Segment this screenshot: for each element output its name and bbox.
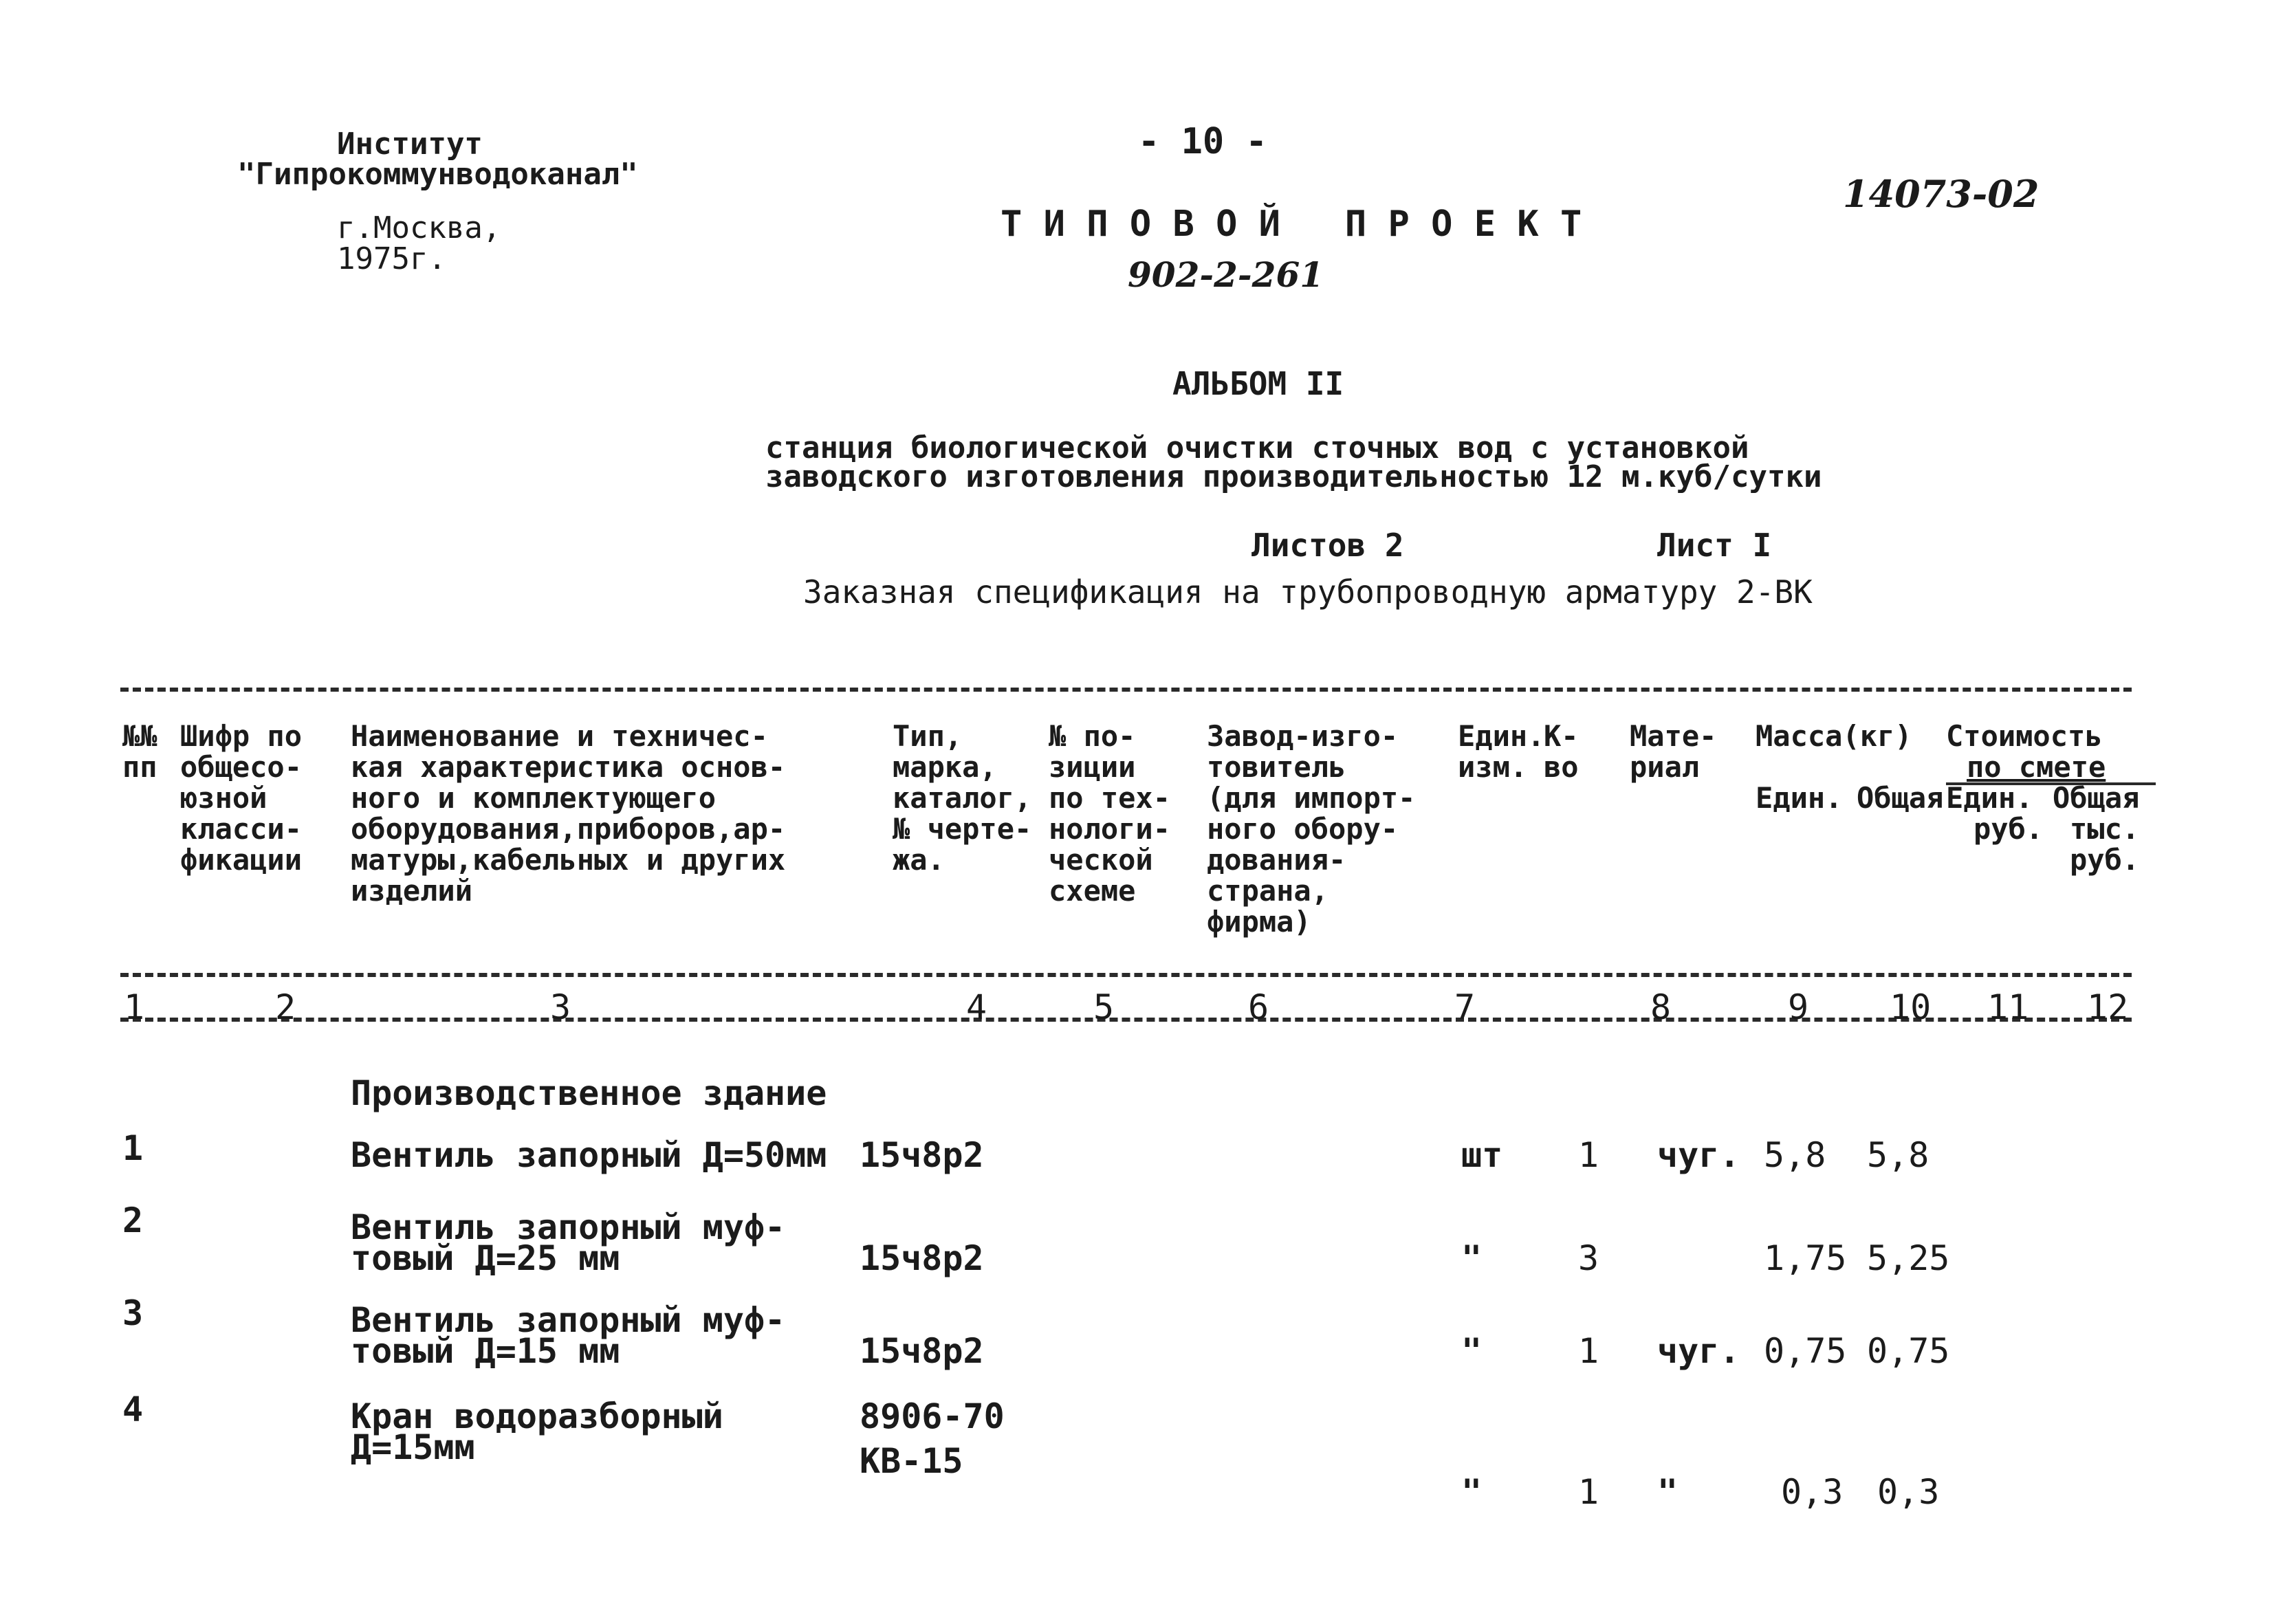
row-name-line: Кран водоразборный xyxy=(351,1396,723,1436)
row-name-line: товый Д=15 мм xyxy=(351,1331,620,1371)
column-number: 9 xyxy=(1788,987,1809,1027)
column-header-6-line: фирма) xyxy=(1207,905,1311,939)
row-name-line: Вентиль запорный Д=50мм xyxy=(351,1135,827,1175)
row-mass-unit: 0,3 xyxy=(1781,1472,1844,1512)
column-number: 7 xyxy=(1454,987,1476,1027)
cost-header: Стоимость xyxy=(1946,719,2103,753)
column-header-4-line: жа. xyxy=(893,843,945,877)
row-name-line: Д=15мм xyxy=(351,1427,475,1467)
row-material: чуг. xyxy=(1657,1331,1740,1371)
header-bottom-rule xyxy=(120,973,2132,977)
cost-total-line: Общая xyxy=(2053,781,2140,815)
column-header-6-line: (для импорт- xyxy=(1207,781,1416,815)
column-header-3-line: матуры,кабельных и других xyxy=(351,843,786,877)
row-type-line: 15ч8р2 xyxy=(860,1135,984,1175)
row-material: чуг. xyxy=(1657,1135,1740,1175)
column-header-1-line: пп xyxy=(122,750,157,784)
cost-total-line: руб. xyxy=(2070,843,2140,877)
row-mass-total: 0,3 xyxy=(1877,1472,1940,1512)
column-header-7-line: изм. xyxy=(1458,750,1528,784)
column-header-4-line: Тип, xyxy=(893,719,963,753)
row-unit: шт xyxy=(1461,1135,1503,1175)
column-header-5-line: зиции xyxy=(1049,750,1136,784)
row-type-line: 15ч8р2 xyxy=(860,1238,984,1278)
column-header-5-line: нологи- xyxy=(1049,812,1171,846)
column-number: 12 xyxy=(2087,987,2129,1027)
column-header-1-line: №№ xyxy=(122,719,157,753)
column-header-6-line: дования- xyxy=(1207,843,1346,877)
row-quantity: 1 xyxy=(1578,1331,1599,1371)
column-header-8-line: во xyxy=(1544,750,1579,784)
album-description-line1: станция биологической очистки сточных вод с установкой xyxy=(765,430,1749,465)
year: 1975г. xyxy=(337,241,446,276)
row-type-line: 8906-70 xyxy=(860,1396,1005,1436)
column-header-3-line: Наименование и техничес- xyxy=(351,719,768,753)
column-header-2-line: фикации xyxy=(180,843,303,877)
row-name-line: Вентиль запорный муф- xyxy=(351,1207,786,1247)
spec-title: Заказная спецификация на трубопроводную арматуру 2-ВК xyxy=(803,573,1813,611)
row-unit: " xyxy=(1461,1472,1483,1512)
column-header-3-line: изделий xyxy=(351,874,473,908)
cost-subheader: по смете xyxy=(1967,750,2106,784)
row-name-line: товый Д=25 мм xyxy=(351,1238,620,1278)
row-type-line: КВ-15 xyxy=(860,1441,963,1481)
column-header-4-line: № черте- xyxy=(893,812,1032,846)
city: г.Москва, xyxy=(337,210,501,245)
column-header-6-line: ного обору- xyxy=(1207,812,1399,846)
institute-name: "Гипрокоммунводоканал" xyxy=(237,157,638,192)
project-type: Т И П О В О Й П Р О Е К Т xyxy=(1001,204,1582,245)
mass-total-header: Общая xyxy=(1857,781,1944,815)
column-number: 5 xyxy=(1093,987,1115,1027)
cost-total-line: тыс. xyxy=(2070,812,2140,846)
column-number-rule xyxy=(120,1018,2132,1022)
album-description-line2: заводского изготовления производительностью 12 м.куб/сутки xyxy=(765,459,1822,494)
project-code: 902-2-261 xyxy=(1128,254,1324,295)
column-header-5-line: ческой xyxy=(1049,843,1153,877)
row-number: 1 xyxy=(122,1128,144,1168)
column-number: 4 xyxy=(966,987,987,1027)
column-header-6-line: Завод-изго- xyxy=(1207,719,1399,753)
row-quantity: 1 xyxy=(1578,1135,1599,1175)
row-mass-total: 5,8 xyxy=(1867,1135,1929,1175)
sheets-total: Листов 2 xyxy=(1251,527,1404,564)
cost-unit-line: руб. xyxy=(1974,812,2044,846)
row-material: " xyxy=(1657,1472,1679,1512)
column-header-6-line: страна, xyxy=(1207,874,1329,908)
row-mass-unit: 1,75 xyxy=(1764,1238,1847,1278)
row-quantity: 1 xyxy=(1578,1472,1599,1512)
row-mass-total: 0,75 xyxy=(1867,1331,1950,1371)
column-header-5-line: схеме xyxy=(1049,874,1136,908)
column-header-9-line: Мате- xyxy=(1630,719,1717,753)
column-header-6-line: товитель xyxy=(1207,750,1346,784)
column-header-3-line: оборудования,приборов,ар- xyxy=(351,812,786,846)
institute-label: Институт xyxy=(337,127,483,162)
row-unit: " xyxy=(1461,1331,1483,1371)
row-number: 3 xyxy=(122,1293,144,1333)
doc-number: 14073-02 xyxy=(1843,172,2040,216)
row-quantity: 3 xyxy=(1578,1238,1599,1278)
column-header-5-line: по тех- xyxy=(1049,781,1171,815)
sheet-number: Лист I xyxy=(1657,527,1772,564)
mass-unit-header: Един. xyxy=(1756,781,1843,815)
mass-header: Масса(кг) xyxy=(1756,719,1912,753)
row-number: 2 xyxy=(122,1200,144,1240)
row-number: 4 xyxy=(122,1390,144,1429)
column-number: 1 xyxy=(124,987,145,1027)
column-number: 3 xyxy=(550,987,571,1027)
section-title: Производственное здание xyxy=(351,1073,827,1113)
column-header-3-line: ного и комплектующего xyxy=(351,781,717,815)
column-header-9-line: риал xyxy=(1630,750,1700,784)
column-header-5-line: № по- xyxy=(1049,719,1136,753)
row-mass-unit: 5,8 xyxy=(1764,1135,1826,1175)
column-number: 6 xyxy=(1248,987,1269,1027)
page-number: - 10 - xyxy=(1138,121,1267,162)
column-number: 2 xyxy=(275,987,296,1027)
row-mass-total: 5,25 xyxy=(1867,1238,1950,1278)
column-header-2-line: общесо- xyxy=(180,750,303,784)
cost-unit-line: Един. xyxy=(1946,781,2033,815)
row-unit: " xyxy=(1461,1238,1483,1278)
column-header-7-line: Един. xyxy=(1458,719,1545,753)
table-top-rule xyxy=(120,688,2132,692)
column-header-4-line: марка, xyxy=(893,750,997,784)
column-header-4-line: каталог, xyxy=(893,781,1032,815)
column-header-3-line: кая характеристика основ- xyxy=(351,750,786,784)
column-number: 11 xyxy=(1987,987,2029,1027)
row-mass-unit: 0,75 xyxy=(1764,1331,1847,1371)
row-type-line: 15ч8р2 xyxy=(860,1331,984,1371)
column-number: 8 xyxy=(1650,987,1672,1027)
album-title: АЛЬБОМ II xyxy=(1172,365,1344,402)
column-header-2-line: юзной xyxy=(180,781,267,815)
row-name-line: Вентиль запорный муф- xyxy=(351,1300,786,1340)
column-header-2-line: класси- xyxy=(180,812,303,846)
column-number: 10 xyxy=(1890,987,1932,1027)
column-header-2-line: Шифр по xyxy=(180,719,303,753)
column-header-8-line: К- xyxy=(1544,719,1579,753)
